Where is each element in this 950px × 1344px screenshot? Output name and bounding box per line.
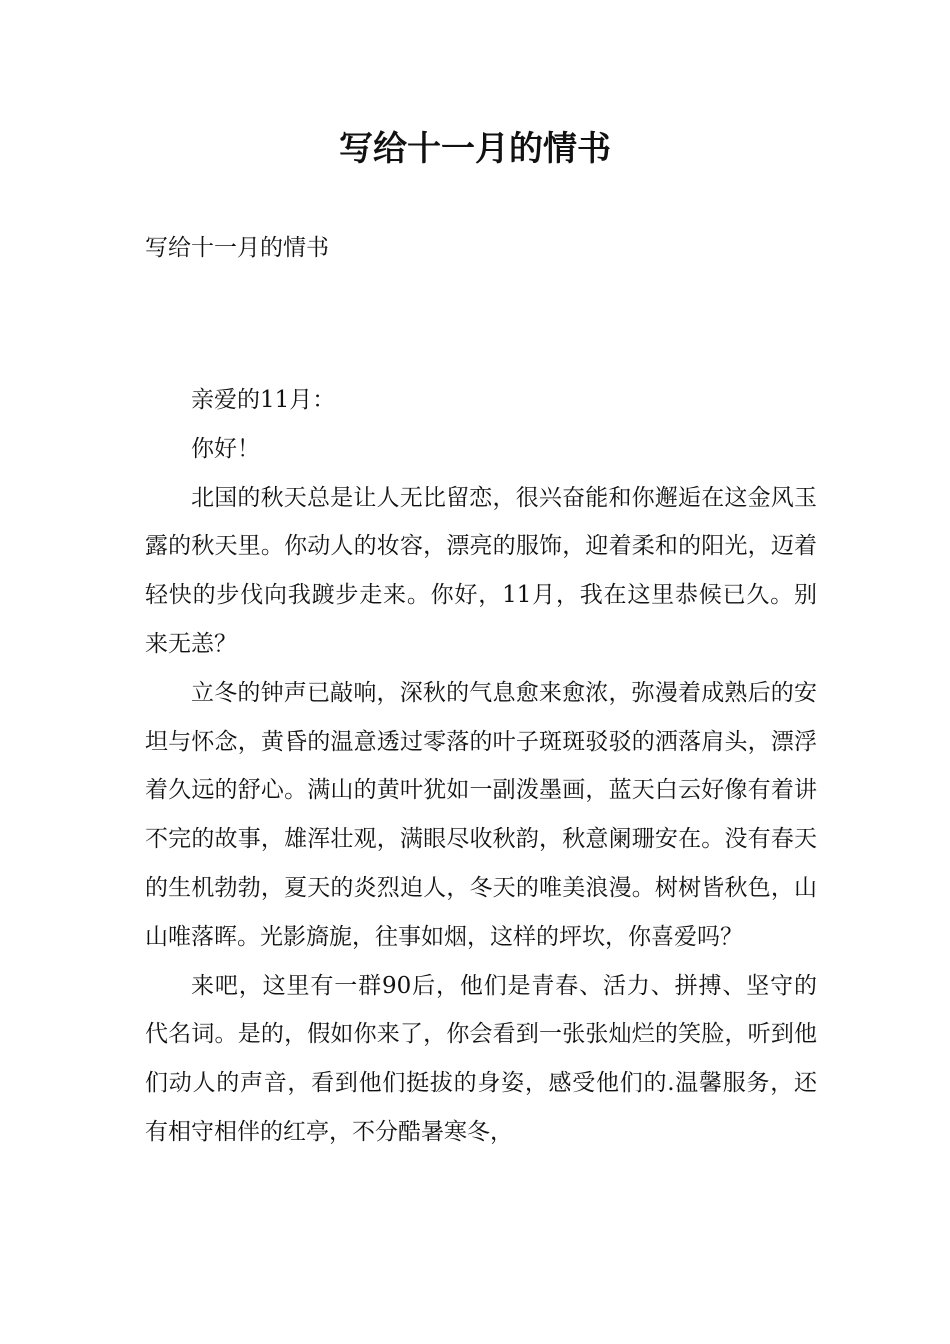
letter-paragraph: 来吧，这里有一群90后，他们是青春、活力、拼搏、坚守的代名词。是的，假如你来了，你会看到一张张灿烂的笑脸，听到他们动人的声音，看到他们挺拔的身姿，感受他们的.温馨服务，还有相守相伴的红亭，不分酷暑寒冬， [145,972,817,1145]
letter-body [145,376,817,1157]
document-subtitle: 写给十一月的情书 [145,235,329,261]
letter-greeting: 你好！ [191,435,260,462]
letter-paragraph: 立冬的钟声已敲响，深秋的气息愈来愈浓，弥漫着成熟后的安坦与怀念，黄昏的温意透过零落的叶子斑斑驳驳的洒落肩头，漂浮着久远的舒心。满山的黄叶犹如一副泼墨画，蓝天白云好像有着讲不完的故事，雄浑壮观，满眼尽收秋韵，秋意阑珊安在。没有春天的生机勃勃，夏天的炎烈迫人，冬天的唯美浪漫。树树皆秋色，山山唯落晖。光影旖旎，往事如烟，这样的坪坎，你喜爱吗？ [145,679,817,950]
document-title: 写给十一月的情书 [339,129,611,169]
letter-paragraph: 北国的秋天总是让人无比留恋，很兴奋能和你邂逅在这金风玉露的秋天里。你动人的妆容，漂亮的服饰，迎着柔和的阳光，迈着轻快的步伐向我踱步走来。你好，11月，我在这里恭候已久。别来无恙？ [145,484,817,657]
letter-salutation: 亲爱的11月： [191,387,336,413]
